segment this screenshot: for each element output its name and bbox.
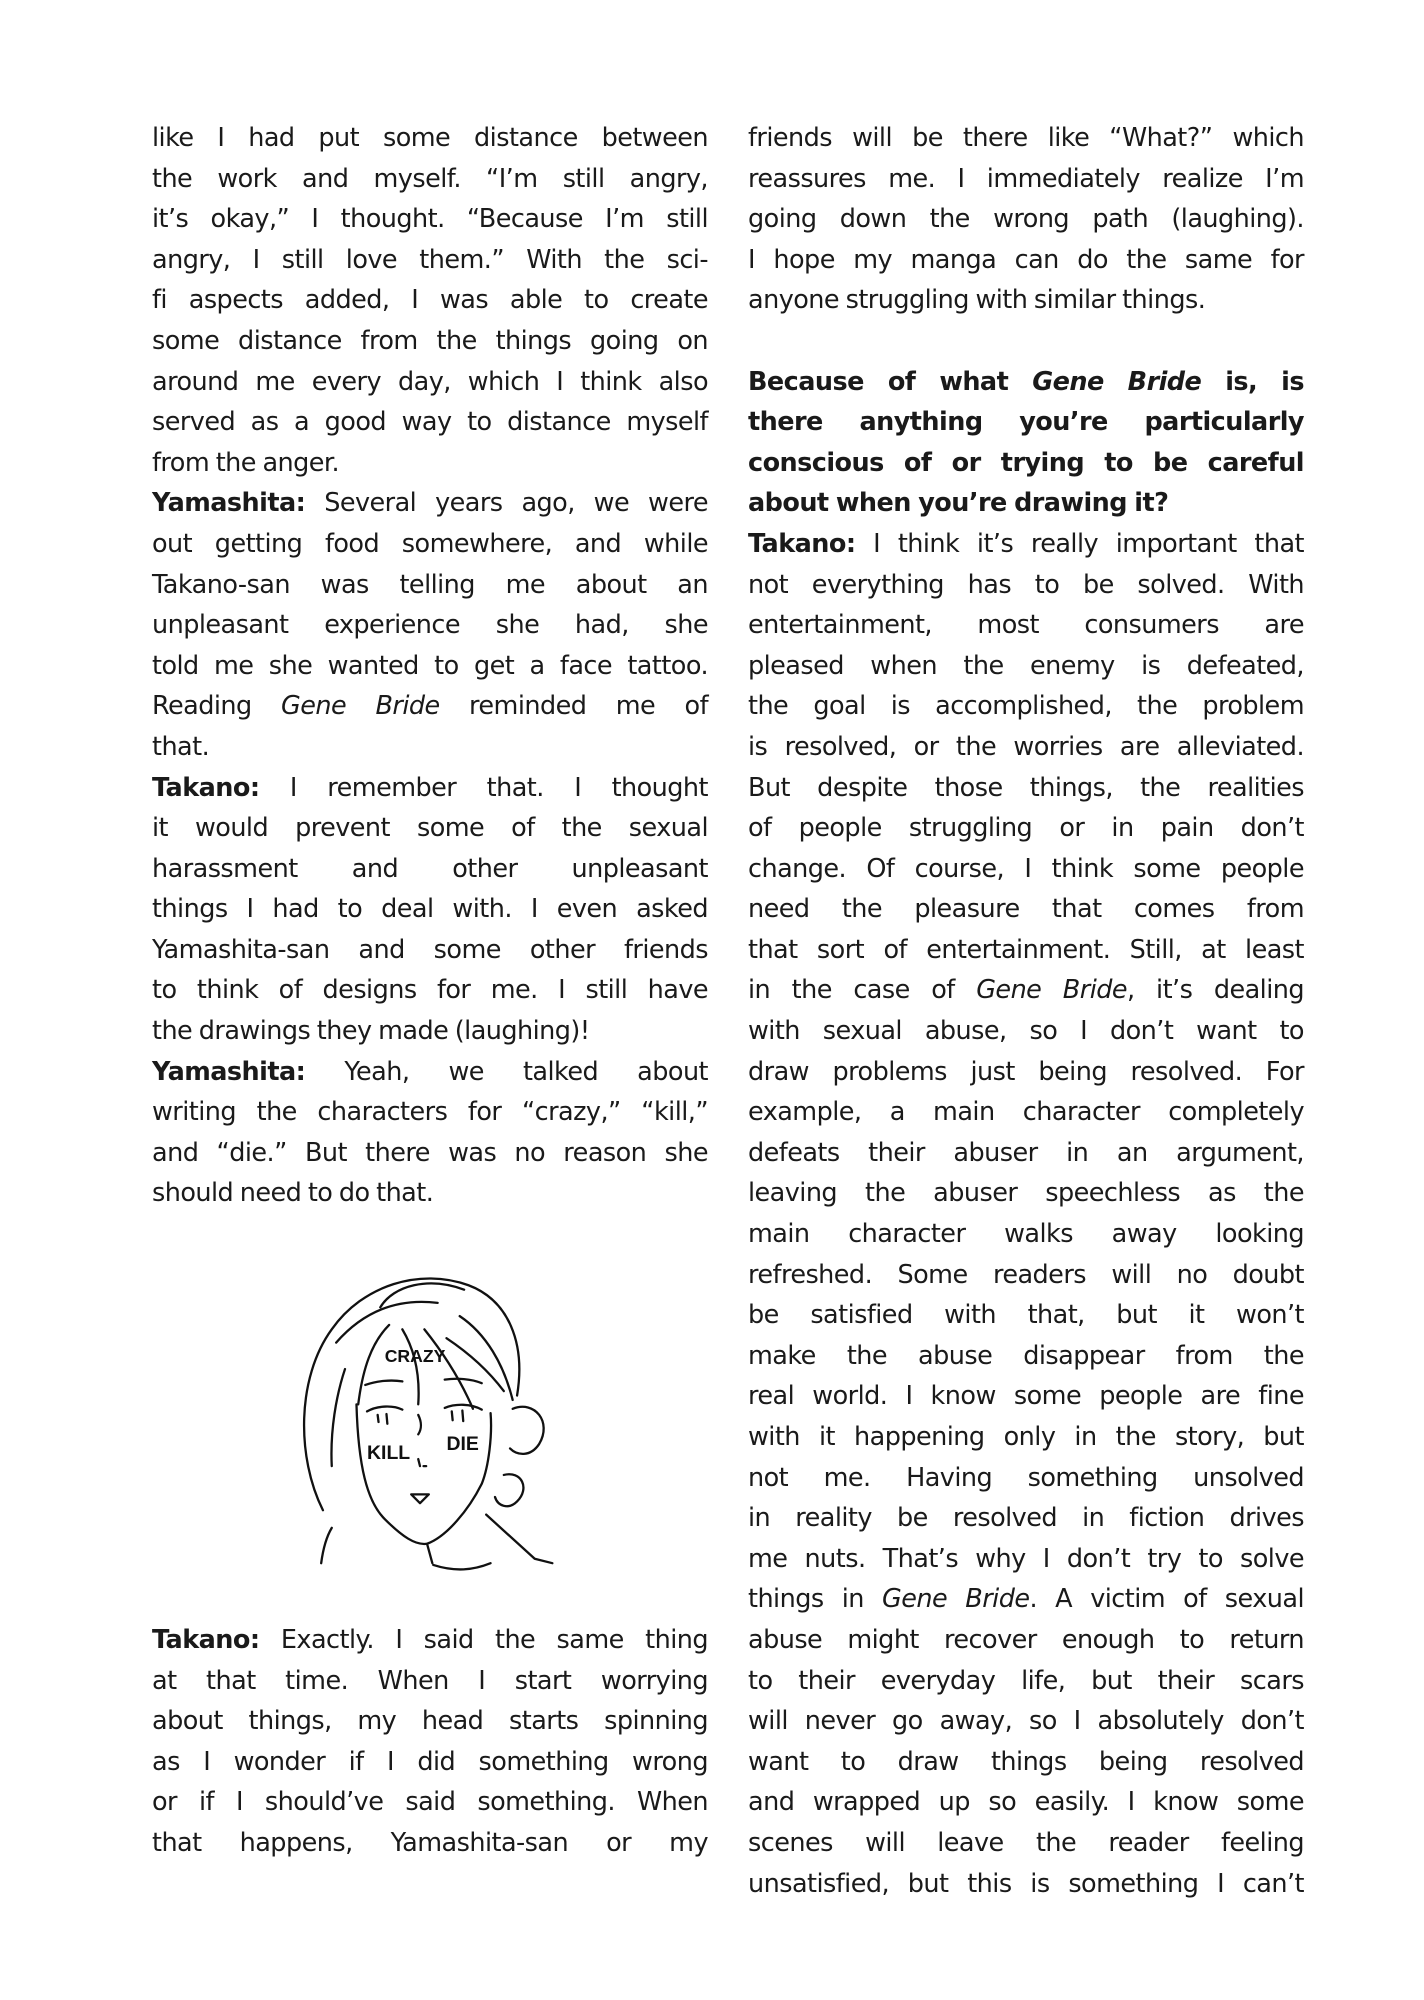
text-line bbox=[748, 970, 1304, 1011]
title-italic: Gene Bride bbox=[281, 691, 440, 722]
text-line: make the abuse disappear from the bbox=[748, 1340, 1304, 1371]
text-line: should need to do that. bbox=[152, 1178, 434, 1209]
text-line: things I had to deal with. I even asked bbox=[152, 894, 708, 925]
text-line: to their everyday life, but their scars bbox=[748, 1665, 1304, 1696]
text-line: it would prevent some of the sexual bbox=[152, 813, 708, 844]
collar bbox=[433, 1563, 490, 1569]
paragraph-takano-3 bbox=[748, 524, 1304, 1904]
text-line: is resolved, or the worries are alleviated. bbox=[748, 731, 1304, 762]
text-run: Exactly. I said the same thing bbox=[259, 1625, 708, 1656]
text-line: angry, I still love them.” With the sci- bbox=[152, 244, 708, 275]
text-line: entertainment, most consumers are bbox=[748, 610, 1304, 641]
text-line bbox=[748, 362, 1304, 403]
text-line: unpleasant experience she had, she bbox=[152, 610, 708, 641]
text-line: with sexual abuse, so I don’t want to bbox=[748, 1016, 1304, 1047]
hair-strand bbox=[424, 1329, 473, 1408]
paragraph-yamashita-2 bbox=[152, 1052, 708, 1214]
text-line: be satisfied with that, but it won’t bbox=[748, 1300, 1304, 1331]
text-line: defeats their abuser in an argument, bbox=[748, 1137, 1304, 1168]
text-line: the work and myself. “I’m still angry, bbox=[152, 163, 708, 194]
text-line: draw problems just being resolved. For bbox=[748, 1056, 1304, 1087]
left-column bbox=[152, 118, 708, 1864]
text-line: not everything has to be solved. With bbox=[748, 569, 1304, 600]
text-line: example, a main character completely bbox=[748, 1097, 1304, 1128]
text-line: the goal is accomplished, the problem bbox=[748, 691, 1304, 722]
text-line: change. Of course, I think some people bbox=[748, 853, 1304, 884]
nose bbox=[418, 1459, 426, 1466]
text-line: the drawings they made (laughing)! bbox=[152, 1016, 590, 1047]
text-line: as I wonder if I did something wrong bbox=[152, 1746, 708, 1777]
text-run: reminded me of bbox=[439, 691, 709, 722]
face-tattoo-illustration bbox=[270, 1242, 570, 1602]
text-run: is, is bbox=[1201, 366, 1304, 397]
text-run: I remember that. I thought bbox=[259, 772, 708, 803]
text-line: or if I should’ve said something. When bbox=[152, 1787, 708, 1818]
hair-strand bbox=[331, 1369, 345, 1466]
hair-outline bbox=[304, 1279, 519, 1511]
eyebrow bbox=[365, 1381, 402, 1385]
text-run: Several years ago, we were bbox=[305, 488, 708, 519]
speaker-label: Takano: bbox=[152, 1625, 260, 1656]
text-line: of people struggling or in pain don’t bbox=[748, 813, 1304, 844]
text-line: that sort of entertainment. Still, at least bbox=[748, 934, 1304, 965]
text-line: at that time. When I start worrying bbox=[152, 1665, 708, 1696]
speaker-label: Yamashita: bbox=[152, 488, 306, 519]
text-line: not me. Having something unsolved bbox=[748, 1462, 1304, 1493]
text-run: Yeah, we talked about bbox=[305, 1056, 708, 1087]
sketch-drawing bbox=[270, 1242, 570, 1602]
paragraph-intro bbox=[152, 118, 708, 483]
text-line: I hope my manga can do the same for bbox=[748, 244, 1304, 275]
text-line: going down the wrong path (laughing). bbox=[748, 204, 1304, 235]
text-line bbox=[152, 1052, 708, 1093]
paragraph-takano-1 bbox=[152, 768, 708, 1052]
text-line: fi aspects added, I was able to create bbox=[152, 285, 708, 316]
text-line: writing the characters for “crazy,” “kill,” bbox=[152, 1097, 708, 1128]
eye bbox=[452, 1411, 463, 1422]
text-run: . A victim of sexual bbox=[1029, 1584, 1304, 1615]
text-line: there anything you’re particularly bbox=[748, 407, 1304, 438]
paragraph-continuation bbox=[748, 118, 1304, 321]
text-line: me nuts. That’s why I don’t try to solve bbox=[748, 1543, 1304, 1574]
hair-bun bbox=[495, 1474, 523, 1506]
text-line: that. bbox=[152, 731, 210, 762]
text-line bbox=[152, 768, 708, 809]
paragraph-yamashita-1 bbox=[152, 483, 708, 767]
text-line: friends will be there like “What?” which bbox=[748, 123, 1304, 153]
text-line: served as a good way to distance myself bbox=[152, 407, 708, 438]
right-column bbox=[748, 118, 1304, 1904]
eye bbox=[367, 1407, 402, 1412]
text-run: Reading bbox=[152, 691, 282, 722]
text-line: But despite those things, the realities bbox=[748, 772, 1304, 803]
text-line: unsatisfied, but this is something I can’t bbox=[748, 1868, 1304, 1899]
paragraph-gap bbox=[748, 321, 1304, 362]
text-line: around me every day, which I think also bbox=[152, 366, 708, 397]
text-line: will never go away, so I absolutely don’t bbox=[748, 1706, 1304, 1737]
text-line: and “die.” But there was no reason she bbox=[152, 1137, 708, 1168]
text-line: refreshed. Some readers will no doubt bbox=[748, 1259, 1304, 1290]
text-line: leaving the abuser speechless as the bbox=[748, 1178, 1304, 1209]
text-line: main character walks away looking bbox=[748, 1219, 1304, 1250]
text-line bbox=[152, 686, 708, 727]
text-line: about when you’re drawing it? bbox=[748, 488, 1169, 519]
text-run: I think it’s really important that bbox=[855, 528, 1304, 559]
tattoo-word-die: DIE bbox=[446, 1433, 479, 1456]
title-italic: Gene Bride bbox=[882, 1584, 1030, 1615]
text-line: real world. I know some people are fine bbox=[748, 1381, 1304, 1412]
text-line: some distance from the things going on bbox=[152, 325, 708, 356]
text-run: Because of what bbox=[748, 366, 1033, 397]
paragraph-takano-2 bbox=[152, 1620, 708, 1864]
text-line: and wrapped up so easily. I know some bbox=[748, 1787, 1304, 1818]
eye bbox=[378, 1414, 388, 1424]
interview-question bbox=[748, 362, 1304, 524]
text-line: abuse might recover enough to return bbox=[748, 1624, 1304, 1655]
text-line: out getting food somewhere, and while bbox=[152, 528, 708, 559]
text-line: need the pleasure that comes from bbox=[748, 894, 1304, 925]
text-line: that happens, Yamashita-san or my bbox=[152, 1828, 708, 1858]
text-line bbox=[152, 1620, 708, 1661]
neck bbox=[321, 1528, 432, 1563]
title-italic: Gene Bride bbox=[1032, 366, 1202, 397]
text-line: like I had put some distance between bbox=[152, 123, 708, 153]
hair-strand bbox=[402, 1329, 418, 1404]
text-run: in the case of bbox=[748, 975, 977, 1006]
text-line: to think of designs for me. I still have bbox=[152, 975, 708, 1006]
text-line bbox=[152, 483, 708, 524]
text-line: Yamashita-san and some other friends bbox=[152, 934, 708, 965]
mouth bbox=[411, 1494, 429, 1503]
hair-bun bbox=[510, 1407, 544, 1454]
title-italic: Gene Bride bbox=[976, 975, 1127, 1006]
text-line: harassment and other unpleasant bbox=[152, 853, 708, 884]
text-line: Takano-san was telling me about an bbox=[152, 569, 708, 600]
text-line: scenes will leave the reader feeling bbox=[748, 1827, 1304, 1858]
nose bbox=[418, 1415, 421, 1434]
text-line: pleased when the enemy is defeated, bbox=[748, 650, 1304, 681]
text-line: anyone struggling with similar things. bbox=[748, 285, 1206, 316]
text-line bbox=[748, 1579, 1304, 1620]
text-line: with it happening only in the story, but bbox=[748, 1422, 1304, 1452]
text-run: things in bbox=[748, 1584, 883, 1615]
text-line: from the anger. bbox=[152, 447, 340, 478]
speaker-label: Takano: bbox=[748, 528, 856, 559]
text-line: want to draw things being resolved bbox=[748, 1746, 1304, 1777]
tattoo-word-crazy: CRAZY bbox=[384, 1346, 446, 1367]
text-line: about things, my head starts spinning bbox=[152, 1706, 708, 1737]
hair-strand bbox=[446, 1338, 503, 1391]
text-line: conscious of or trying to be careful bbox=[748, 447, 1304, 478]
face-outline bbox=[356, 1404, 491, 1544]
speaker-label: Takano: bbox=[152, 772, 260, 803]
text-line bbox=[748, 524, 1304, 565]
text-line: in reality be resolved in fiction drives bbox=[748, 1503, 1304, 1534]
tattoo-word-kill: KILL bbox=[367, 1442, 411, 1465]
hair-strand bbox=[380, 1283, 464, 1307]
text-run: , it’s dealing bbox=[1127, 975, 1304, 1006]
eye bbox=[445, 1405, 482, 1410]
shoulder bbox=[486, 1515, 552, 1564]
eyebrow bbox=[445, 1379, 482, 1383]
text-line: told me she wanted to get a face tattoo. bbox=[152, 650, 708, 681]
text-line: it’s okay,” I thought. “Because I’m still bbox=[152, 204, 708, 235]
text-line: reassures me. I immediately realize I’m bbox=[748, 163, 1304, 194]
hair-strand bbox=[460, 1316, 513, 1400]
speaker-label: Yamashita: bbox=[152, 1056, 306, 1087]
